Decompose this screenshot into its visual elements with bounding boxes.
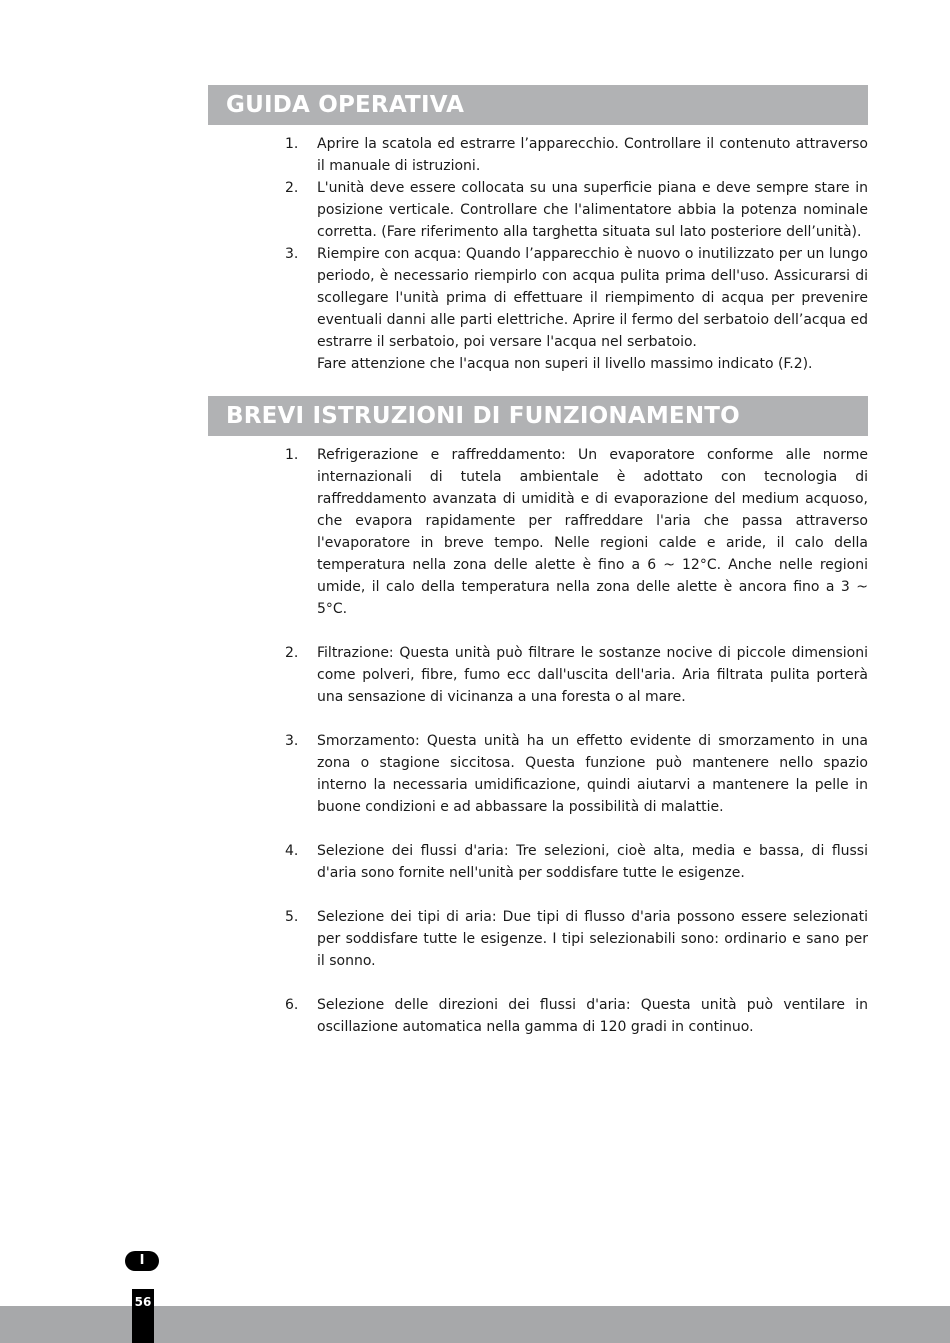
section-title-guida-operativa: GUIDA OPERATIVA <box>208 85 868 125</box>
language-badge: I <box>125 1251 159 1271</box>
item-text: Smorzamento: Questa unità ha un effetto evidente di smorzamento in una zona o stagione siccitosa. Questa funzione può mantenere nello spazio interno la necessaria umidificazione, quindi aiutarvi a mantenere la pelle in buone condizioni e ad abbassare la possibilità di malattie. <box>317 733 868 815</box>
item-text: Filtrazione: Questa unità può filtrare le sostanze nocive di piccole dimensioni come polveri, fibre, fumo ecc dall'uscita dell'aria. Aria filtrata pulita porterà una sensazione di vicinanza a una foresta o al mare. <box>317 645 868 705</box>
item-text: Riempire con acqua: Quando l’apparecchio è nuovo o inutilizzato per un lungo periodo, è necessario riempirlo con acqua pulita prima dell'uso. Assicurarsi di scollegare l'unità prima di effettuare il riempimento di acqua per prevenire eventuali danni alle parti elettriche. Aprire il fermo del serbatoio dell’acqua ed estrarre il serbatoio, poi versare l'acqua nel serbatoio. <box>317 246 868 350</box>
item-note: Fare attenzione che l'acqua non superi il livello massimo indicato (F.2). <box>317 356 813 372</box>
list-item <box>285 444 868 620</box>
item-text: Selezione delle direzioni dei flussi d'aria: Questa unità può ventilare in oscillazione automatica nella gamma di 120 gradi in continuo. <box>317 997 868 1035</box>
section-title-brevi-istruzioni: BREVI ISTRUZIONI DI FUNZIONAMENTO <box>208 396 868 436</box>
list-item <box>285 840 868 884</box>
item-text: Selezione dei flussi d'aria: Tre selezioni, cioè alta, media e bassa, di flussi d'aria sono fornite nell'unità per soddisfare tutte le esigenze. <box>317 843 868 881</box>
list-item <box>285 243 868 375</box>
item-text: L'unità deve essere collocata su una superficie piana e deve sempre stare in posizione verticale. Controllare che l'alimentatore abbia la potenza nominale corretta. (Fare riferimento alla targhetta situata sul lato posteriore dell’unità). <box>317 180 868 240</box>
item-number: 2. <box>285 180 299 196</box>
item-text: Aprire la scatola ed estrarre l’apparecchio. Controllare il contenuto attraverso il manuale di istruzioni. <box>317 136 868 174</box>
list-item <box>285 133 868 177</box>
list-item <box>285 177 868 243</box>
page-number: 56 <box>132 1289 154 1343</box>
item-text: Refrigerazione e raffreddamento: Un evaporatore conforme alle norme internazionali di tutela ambientale è adottato con tecnologia di raffreddamento avanzata di umidità e di evaporazione del medium acquoso, che evapora rapidamente per raffreddare l'aria che passa attraverso l'evaporatore in breve tempo. Nelle regioni calde e aride, il calo della temperatura nella zona delle alette è fino a 6 ~ 12°C. Anche nelle regioni umide, il calo della temperatura nella zona delle alette è ancora fino a 3 ~ 5°C. <box>317 447 868 617</box>
item-number: 1. <box>285 447 299 463</box>
item-number: 2. <box>285 645 299 661</box>
list-item <box>285 730 868 818</box>
quick-instructions-list <box>285 444 868 1060</box>
list-item <box>285 994 868 1038</box>
item-number: 1. <box>285 136 299 152</box>
item-number: 5. <box>285 909 299 925</box>
list-item <box>285 906 868 972</box>
item-number: 3. <box>285 246 299 262</box>
item-number: 6. <box>285 997 299 1013</box>
item-text: Selezione dei tipi di aria: Due tipi di flusso d'aria possono essere selezionati per soddisfare tutte le esigenze. I tipi selezionabili sono: ordinario e sano per il sonno. <box>317 909 868 969</box>
item-number: 4. <box>285 843 299 859</box>
operating-guide-list <box>285 133 868 375</box>
list-item <box>285 642 868 708</box>
item-number: 3. <box>285 733 299 749</box>
